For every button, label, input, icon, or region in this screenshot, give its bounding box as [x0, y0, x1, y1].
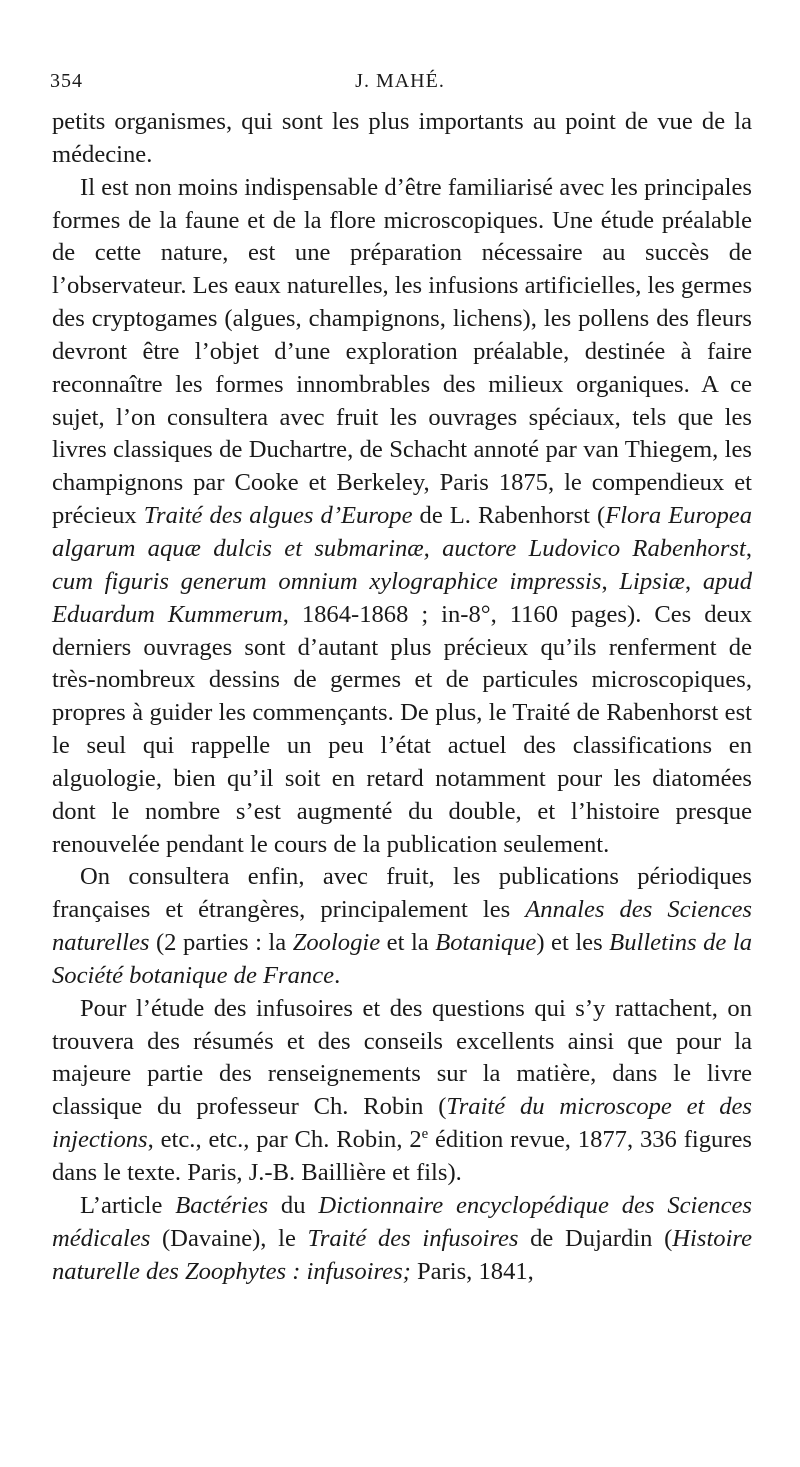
text-segment: édition revue, 1877, 336 figures dans le texte. Paris, J.-B. Baillière et fils).: [52, 1126, 752, 1186]
italic-text-segment: Bulletins de la Société botanique de France: [52, 929, 752, 989]
italic-text-segment: Bactéries: [175, 1191, 269, 1219]
italic-text-segment: Lipsiæ: [619, 567, 685, 595]
italic-text-segment: Zoologie: [292, 929, 381, 957]
page-number: 354: [50, 70, 83, 92]
text-segment: du: [268, 1191, 319, 1219]
text-segment: .: [334, 961, 341, 989]
italic-text-segment: cum figuris generum omnium xylographice impressis: [52, 567, 602, 595]
text-segment: ) et les: [536, 929, 610, 957]
italic-text-segment: Botanique: [435, 929, 537, 957]
text-segment: de Dujardin (: [518, 1224, 673, 1252]
text-segment: Pour l’étude des infusoires et des questions qui s’y rattachent, on trouvera des résumés et des conseils excellents ainsi que pour la majeure partie des renseignements sur la matière, dans le livre classique du professeur Ch. Robin (: [52, 994, 752, 1121]
italic-text-segment: Annales des Sciences naturelles: [52, 896, 752, 957]
text-segment: , etc., etc., par Ch. Robin, 2: [147, 1126, 422, 1154]
paragraph-etude-infusoires: [52, 993, 752, 1190]
text-segment: et la: [380, 929, 436, 957]
body-text: [52, 106, 752, 1288]
text-segment: , 1864-1868 ; in-8°, 1160 pages). Ces deux derniers ouvrages sont d’autant plus précieux qu’ils renferment de très-nombreux dessins de germes et de particules microscopiques, propres à guider les commençants. De plus, le Traité de Rabenhorst est le seul qui rappelle un peu l’état actuel des classifications en alguologie, bien qu’il soit en retard notamment pour les diatomées dont le nombre s’est augmenté du double, et l’histoire presque renouvelée pendant le cours de la publication seulement.: [52, 600, 753, 858]
text-segment: On consultera enfin, avec fruit, les publications périodiques françaises et étrangères, principalement les: [52, 863, 752, 924]
text-segment: petits organismes, qui sont les plus importants au point de vue de la médecine.: [52, 108, 752, 168]
text-segment: ,: [601, 567, 620, 595]
italic-text-segment: Traité des algues d’Europe: [143, 502, 413, 530]
paragraph-flore-microscopique: [52, 172, 752, 862]
text-segment: ,: [745, 534, 752, 562]
running-head: [50, 70, 750, 100]
running-title: J. MAHÉ.: [355, 70, 445, 92]
italic-text-segment: Dictionnaire encyclopédique des Sciences médicales: [52, 1191, 752, 1252]
italic-text-segment: Traité des infusoires: [307, 1224, 519, 1252]
text-segment: (Davaine), le: [150, 1224, 308, 1252]
paragraph-publications-periodiques: [52, 861, 752, 992]
text-segment: de L. Rabenhorst (: [412, 502, 606, 530]
text-segment: ,: [684, 567, 703, 595]
text-segment: Il est non moins indispensable d’être familiarisé avec les principales formes de la faune et de la flore microscopiques. Une étude préalable de cette nature, est une préparation nécessaire au succès de l’observateur. Les eaux naturelles, les infusions artificielles, les germes des cryptogames (algues, champignons, lichens), les pollens des fleurs devront être l’objet d’une exploration préalable, destinée à faire reconnaître les formes innombrables des milieux organiques. A ce sujet, l’on consultera avec fruit les ouvrages spéciaux, tels que les livres classiques de Duchartre, de Schacht annoté par van Thiegem, les champignons par Cooke et Berkeley, Paris 1875, le compendieux et précieux: [52, 173, 753, 530]
superscript-segment: e: [421, 1125, 429, 1142]
text-segment: (2 parties : la: [149, 929, 293, 957]
text-segment: L’article: [80, 1191, 176, 1219]
italic-text-segment: Flora Europea algarum aquæ dulcis et submarinæ, auctore Ludovico Rabenhorst: [52, 502, 753, 562]
italic-text-segment: apud Eduardum Kummerum: [52, 567, 752, 628]
italic-text-segment: Histoire naturelle des Zoophytes : infusoires;: [52, 1224, 752, 1285]
paragraph-article-bacteries: [52, 1190, 752, 1289]
paragraph-continuation: [52, 106, 752, 172]
italic-text-segment: Traité du microscope et des injections: [52, 1093, 753, 1154]
text-segment: Paris, 1841,: [410, 1257, 534, 1285]
